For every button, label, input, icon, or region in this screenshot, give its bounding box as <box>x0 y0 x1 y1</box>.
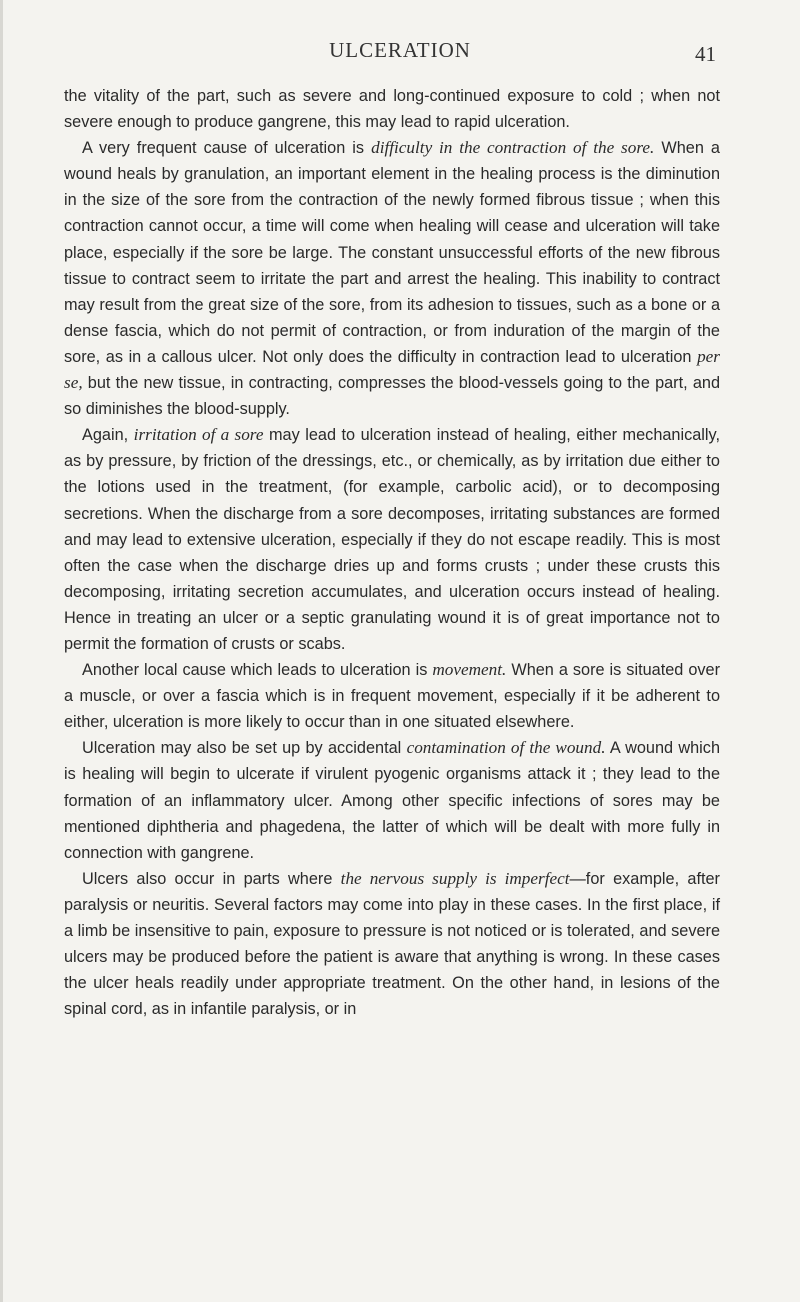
text-run: —for example, after paralysis or neuritis. Several factors may come into play in these cases. In the first place, if a limb be insensitive to pain, exposure to pressure is not noticed or is tolerated, and severe ulcers may be produced before the patient is aware that anything is wrong. In these cases the ulcer heals readily under appropriate treatment. On the other hand, in lesions of the spinal cord, as in infantile paralysis, or in <box>64 869 720 1019</box>
page-number: 41 <box>695 42 716 66</box>
text-run: but the new tissue, in contracting, compresses the blood-vessels going to the part, and so diminishes the blood-supply. <box>64 374 720 419</box>
text-run: Ulcers also occur in parts where <box>82 869 341 888</box>
italic-phrase: contamination of the wound. <box>406 738 606 758</box>
italic-phrase: difficulty in the contraction of the sore. <box>371 138 655 158</box>
running-head: ULCERATION <box>329 38 471 62</box>
italic-phrase: irritation of a sore <box>133 425 264 445</box>
text-run: A very frequent cause of ulceration is <box>82 139 372 158</box>
text-run: A wound which is healing will begin to ulcerate if virulent pyogenic organisms attack it ; they lead to the formation of an inflammatory ulcer. Among other specific infections of sores may be mentioned diphtheria and phagedena, the latter of which will be dealt with more fully in connection with gangrene. <box>64 739 720 862</box>
body-text <box>64 83 720 1022</box>
italic-phrase: movement. <box>432 660 507 680</box>
paragraph <box>64 135 720 422</box>
text-run: may lead to ulceration instead of healing, either mechanically, as by pressure, by friction of the dressings, etc., or chemically, as by irritation due either to the lotions used in the treatment, (for example, carbolic acid), or to decomposing secretions. When the discharge from a sore decomposes, irritating substances are formed and may lead to extensive ulceration, especially if they do not escape readily. This is most often the case when the discharge dries up and forms crusts ; under these crusts this decomposing, irritating secretion accumulates, and ulceration occurs instead of healing. Hence in treating an ulcer or a septic granulating wound it is of great importance not to permit the formation of crusts or scabs. <box>64 426 720 653</box>
page-edge-shadow <box>0 0 3 1302</box>
italic-phrase: per se, <box>64 346 720 393</box>
paragraph <box>64 657 720 735</box>
paragraph <box>64 83 720 135</box>
text-run: When a wound heals by granulation, an important element in the healing process is the diminution in the size of the sore from the contraction of the newly formed fibrous tissue ; when this contraction cannot occur, a time will come when healing will cease and ulceration will take place, especially if the sore be large. The constant unsuccessful efforts of the new fibrous tissue to contract seem to irritate the part and arrest the healing. This inability to contract may result from the great size of the sore, from its adhesion to tissues, such as a bone or a dense fascia, which do not permit of contraction, or from induration of the margin of the sore, as in a callous ulcer. Not only does the difficulty in contraction lead to ulceration <box>64 139 720 366</box>
text-run: the vitality of the part, such as severe and long-continued exposure to cold ; when not severe enough to produce gangrene, this may lead to rapid ulceration. <box>64 87 720 132</box>
paragraph <box>64 735 720 865</box>
paragraph <box>64 422 720 657</box>
text-run: When a sore is situated over a muscle, or over a fascia which is in frequent movement, especially if it be adherent to either, ulceration is more likely to occur than in one situated elsewhere. <box>64 661 720 732</box>
italic-phrase: the nervous supply is imperfect <box>340 868 570 888</box>
text-run: Again, <box>82 426 134 445</box>
text-run: Ulceration may also be set up by accidental <box>82 739 407 758</box>
paragraph <box>64 866 720 1023</box>
page-header <box>0 38 800 68</box>
text-run: Another local cause which leads to ulceration is <box>82 661 433 680</box>
